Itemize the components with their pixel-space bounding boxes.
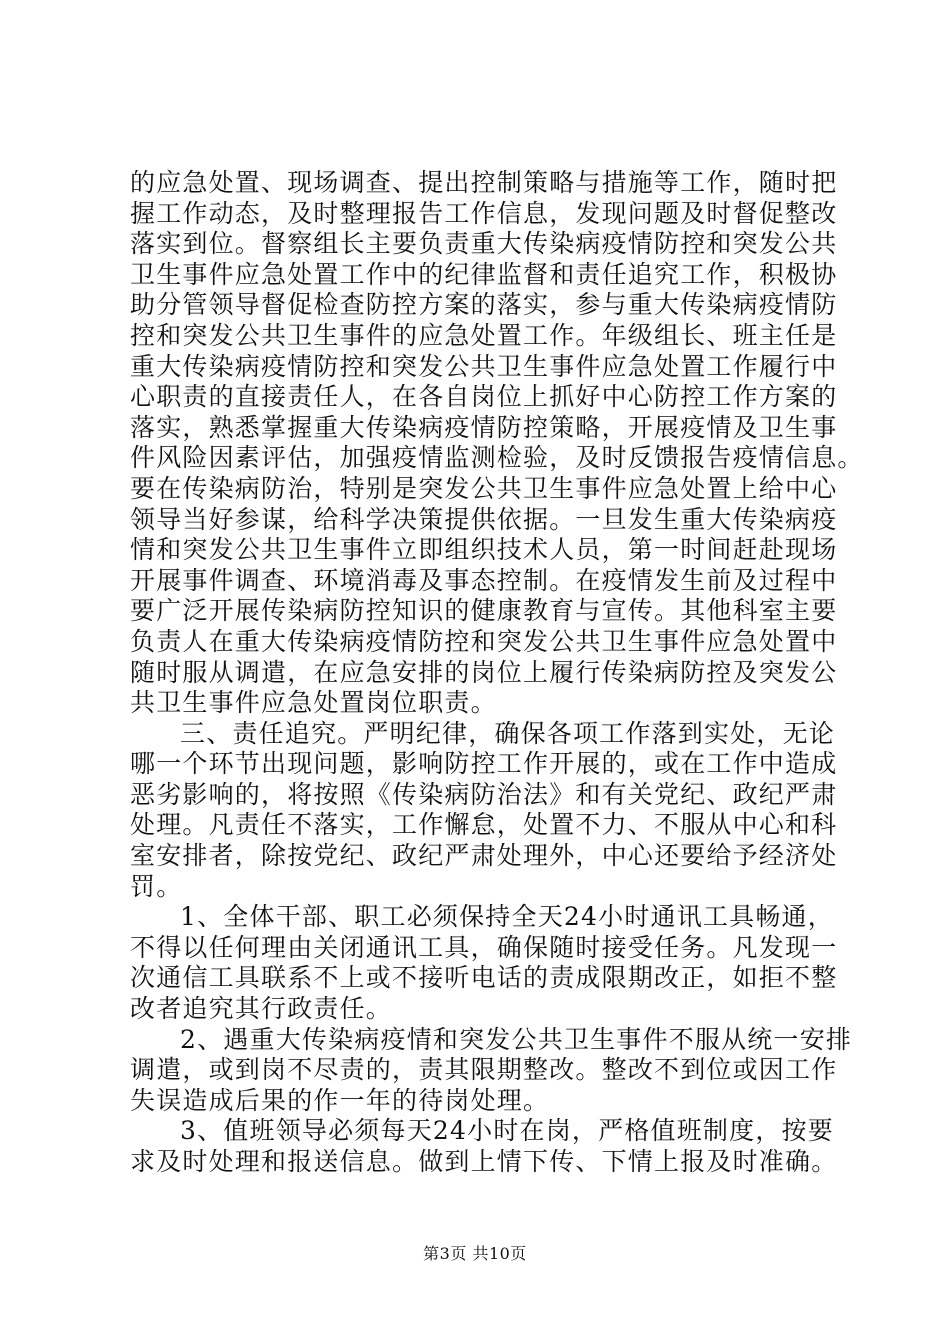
text-line: 负责人在重大传染病疫情防控和突发公共卫生事件应急处置中 [130, 626, 838, 656]
text-line: 求及时处理和报送信息。做到上情下传、下情上报及时准确。 [130, 1147, 838, 1176]
page-footer: 第3页 共10页 [423, 1244, 527, 1263]
text-line: 随时服从调遣，在应急安排的岗位上履行传染病防控及突发公 [130, 657, 838, 687]
text-line: 失误造成后果的作一年的待岗处理。 [130, 1085, 550, 1115]
text-line: 1、全体干部、职工必须保持全天24小时通讯工具畅通， [180, 902, 834, 932]
body-text [130, 168, 864, 1178]
text-line: 落实到位。督察组长主要负责重大传染病疫情防控和突发公共 [130, 229, 838, 259]
text-line: 要广泛开展传染病防控知识的健康教育与宣传。其他科室主要 [130, 596, 838, 626]
text-line: 重大传染病疫情防控和突发公共卫生事件应急处置工作履行中 [130, 351, 838, 381]
text-line: 3、值班领导必须每天24小时在岗，严格值班制度，按要 [180, 1116, 834, 1146]
text-line: 件风险因素评估，加强疫情监测检验，及时反馈报告疫情信息。 [130, 443, 864, 473]
text-line: 罚。 [130, 871, 183, 901]
text-line: 卫生事件应急处置工作中的纪律监督和责任追究工作，积极协 [130, 259, 838, 289]
text-line: 要在传染病防治，特别是突发公共卫生事件应急处置上给中心 [130, 473, 838, 503]
text-line: 领导当好参谋，给科学决策提供依据。一旦发生重大传染病疫 [130, 504, 838, 534]
text-line: 调遣，或到岗不尽责的，责其限期整改。整改不到位或因工作 [130, 1055, 838, 1085]
text-line: 2、遇重大传染病疫情和突发公共卫生事件不服从统一安排 [180, 1024, 853, 1054]
text-line: 次通信工具联系不上或不接听电话的责成限期改正，如拒不整 [130, 963, 838, 993]
text-line: 助分管领导督促检查防控方案的落实，参与重大传染病疫情防 [130, 290, 838, 320]
text-line: 握工作动态，及时整理报告工作信息，发现问题及时督促整改 [130, 198, 838, 228]
text-line: 心职责的直接责任人，在各自岗位上抓好中心防控工作方案的 [130, 382, 838, 412]
text-line: 共卫生事件应急处置岗位职责。 [130, 688, 497, 718]
text-line: 处理。凡责任不落实，工作懈怠，处置不力、不服从中心和科 [130, 810, 838, 840]
text-line: 恶劣影响的，将按照《传染病防治法》和有关党纪、政纪严肃 [130, 779, 838, 809]
text-line: 控和突发公共卫生事件的应急处置工作。年级组长、班主任是 [130, 320, 838, 350]
text-line: 改者追究其行政责任。 [130, 994, 393, 1024]
text-line: 情和突发公共卫生事件立即组织技术人员，第一时间赶赴现场 [130, 535, 838, 565]
text-line: 开展事件调查、环境消毒及事态控制。在疫情发生前及过程中 [130, 565, 838, 595]
text-line: 室安排者，除按党纪、政纪严肃处理外，中心还要给予经济处 [130, 841, 838, 871]
text-line: 不得以任何理由关闭通讯工具，确保随时接受任务。凡发现一 [130, 932, 838, 962]
text-line: 三、责任追究。严明纪律，确保各项工作落到实处，无论 [180, 718, 836, 748]
text-line: 的应急处置、现场调查、提出控制策略与措施等工作，随时把 [130, 168, 838, 197]
text-line: 落实，熟悉掌握重大传染病疫情防控策略，开展疫情及卫生事 [130, 412, 838, 442]
text-line: 哪一个环节出现问题，影响防控工作开展的，或在工作中造成 [130, 749, 838, 779]
